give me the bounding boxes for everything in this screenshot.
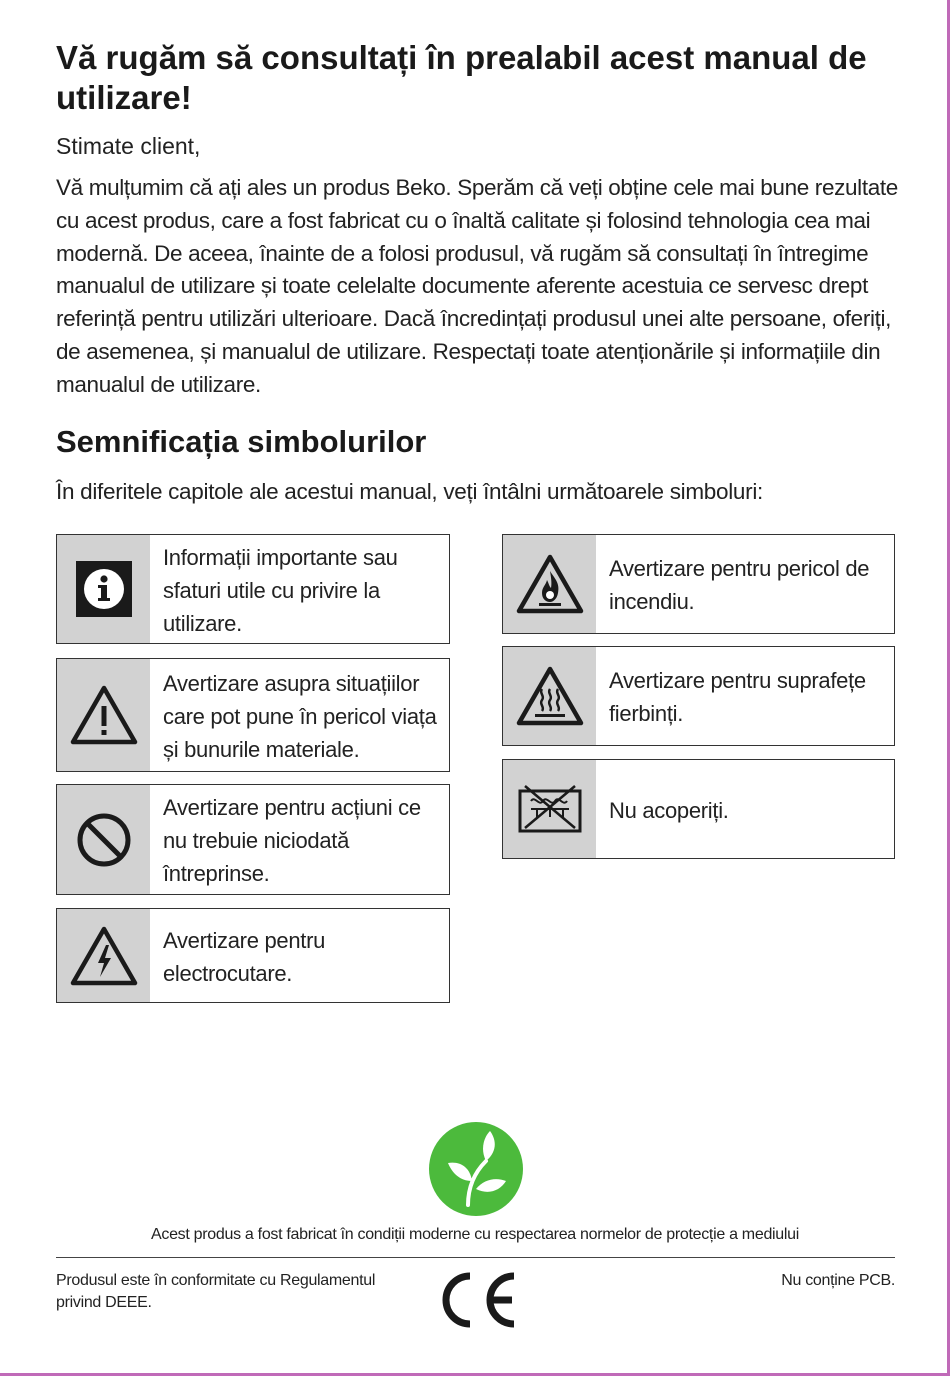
symbol-box-hot-surface bbox=[502, 646, 895, 746]
symbol-text-hot-surface: Avertizare pentru suprafețe fierbinți. bbox=[609, 668, 866, 726]
eco-statement: Acest produs a fost fabricat în condiții moderne cu respectarea normelor de protecție a mediului bbox=[151, 1226, 799, 1243]
warning-triangle-icon bbox=[57, 659, 150, 771]
intro-paragraph: Vă mulțumim că ați ales un produs Beko. Sperăm că veți obține cele mai bune rezultate cu acest produs, care a fost fabricat cu o înaltă calitate și folosind tehnologia cea mai modernă. De aceea, înainte de a folosi produsul, vă rugăm să consultați în întregime manualul de utilizare și toate celelalte documente aferente acestuia ce servesc drept referință pentru utilizări ulterioare. Dacă încredințați produsul unei alte persoane, oferiți, de asemenea, și manualul de utilizare. Respectați toate atenționările și informațiile din manualul de utilizare. bbox=[56, 175, 898, 397]
greeting: Stimate client, bbox=[56, 133, 201, 159]
footer-divider bbox=[56, 1257, 895, 1258]
symbol-box-do-not-cover bbox=[502, 759, 895, 859]
symbol-text-electric: Avertizare pentru electrocutare. bbox=[163, 927, 326, 986]
prohibited-icon bbox=[57, 785, 150, 894]
leaf-icon bbox=[428, 1121, 524, 1217]
symbol-box-electric bbox=[56, 908, 450, 1003]
symbol-box-warning bbox=[56, 658, 450, 772]
symbol-text-do-not-cover: Nu acoperiți. bbox=[609, 797, 729, 823]
symbol-box-fire bbox=[502, 534, 895, 634]
symbol-text-info: Informații importante sau sfaturi utile cu privire la utilizare. bbox=[163, 544, 398, 636]
symbols-intro: În diferitele capitole ale acestui manual, veți întâlni următoarele simboluri: bbox=[56, 479, 763, 504]
page-title: Vă rugăm să consultați în prealabil acest manual de utilizare! bbox=[56, 39, 867, 116]
electric-shock-icon bbox=[57, 909, 150, 1002]
symbols-section-title: Semnificația simbolurilor bbox=[56, 424, 427, 459]
info-icon bbox=[57, 535, 150, 643]
weee-compliance-text: Produsul este în conformitate cu Regulamentul privind DEEE. bbox=[56, 1272, 376, 1311]
symbol-box-info bbox=[56, 534, 450, 644]
pcb-statement: Nu conține PCB. bbox=[781, 1272, 895, 1289]
do-not-cover-icon bbox=[503, 760, 596, 858]
symbol-text-warning: Avertizare asupra situațiilor care pot pune în pericol viața și bunurile materiale. bbox=[163, 670, 437, 762]
fire-hazard-icon bbox=[503, 535, 596, 633]
symbol-box-prohibited bbox=[56, 784, 450, 895]
ce-mark-icon bbox=[434, 1270, 518, 1330]
hot-surface-icon bbox=[503, 647, 596, 745]
symbol-text-prohibited: Avertizare pentru acțiuni ce nu trebuie niciodată întreprinse. bbox=[163, 795, 421, 886]
symbol-text-fire: Avertizare pentru pericol de incendiu. bbox=[609, 556, 870, 614]
